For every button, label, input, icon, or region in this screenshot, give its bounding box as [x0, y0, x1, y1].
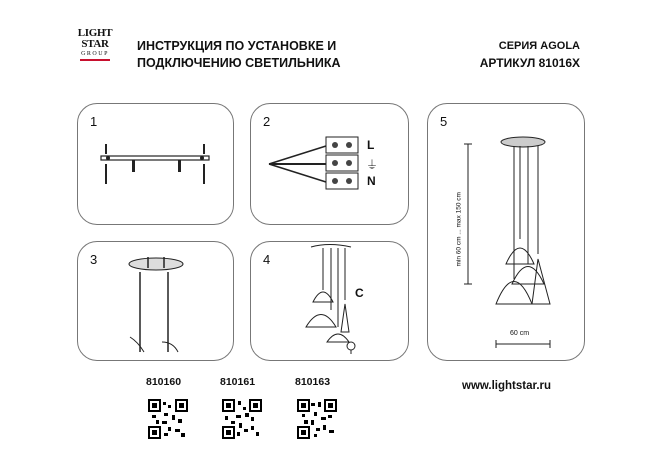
series-block	[480, 38, 580, 72]
product-code-2: 810161	[220, 376, 256, 388]
title-line2: ПОДКЛЮЧЕНИЮ СВЕТИЛЬНИКА	[137, 56, 341, 70]
series-label: СЕРИЯ AGOLA	[498, 40, 580, 52]
step3-number: 3	[90, 252, 98, 267]
mounting-bar-illustration	[78, 104, 233, 224]
article-label: АРТИКУЛ 81016X	[479, 56, 580, 70]
title-line1: ИНСТРУКЦИЯ ПО УСТАНОВКЕ И	[137, 39, 337, 53]
step1-number: 1	[90, 114, 98, 129]
terminal-label-L: L	[367, 138, 375, 152]
width-dimension-label: 60 cm	[510, 330, 530, 337]
terminal-label-ground: ⏚	[366, 158, 379, 172]
brand-logo	[76, 28, 114, 73]
website-link[interactable]: www.lightstar.ru	[462, 380, 552, 392]
product-code-3: 810163	[295, 376, 331, 388]
step1-panel	[77, 103, 234, 225]
brand-line2: STAR	[81, 38, 109, 50]
step5-number: 5	[440, 114, 448, 129]
step2-panel	[250, 103, 409, 225]
step2-number: 2	[263, 114, 271, 129]
brand-line1: LIGHT	[77, 27, 113, 39]
height-dimension-label: min 60 cm ... max 150 cm	[455, 192, 463, 267]
step4-number: 4	[263, 252, 271, 267]
terminal-label-N: N	[367, 174, 376, 188]
page-title	[137, 38, 341, 72]
product-code-1: 810160	[146, 376, 182, 388]
canopy-mount-illustration	[78, 242, 233, 360]
step4-panel	[250, 241, 409, 361]
brand-accent-bar	[80, 59, 110, 61]
step4-symbol: C	[355, 286, 364, 300]
step5-panel	[427, 103, 585, 361]
step3-panel	[77, 241, 234, 361]
dimensions-illustration	[428, 104, 584, 360]
qr-code-1	[148, 399, 188, 439]
terminal-block-illustration	[251, 104, 408, 224]
brand-line3: GROUP	[81, 51, 109, 57]
qr-code-3	[297, 399, 337, 439]
qr-code-2	[222, 399, 262, 439]
shade-assembly-illustration	[251, 242, 408, 360]
